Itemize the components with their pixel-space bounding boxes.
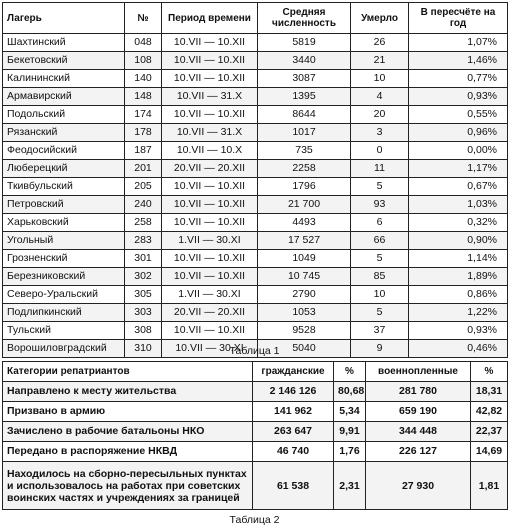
pows-cell: 27 930 — [366, 462, 471, 510]
camp-number-cell: 301 — [125, 250, 162, 268]
table-row — [3, 250, 508, 268]
died-cell: 66 — [351, 232, 409, 250]
camp-name-cell: Люберецкий — [3, 160, 125, 178]
per-year-cell: 0,00% — [409, 142, 508, 160]
pows-cell: 344 448 — [366, 422, 471, 442]
avg-count-cell: 5819 — [258, 34, 351, 52]
period-cell: 20.VII — 20.XII — [162, 160, 258, 178]
period-cell: 10.VII — 10.XII — [162, 52, 258, 70]
died-cell: 11 — [351, 160, 409, 178]
table-row — [3, 88, 508, 106]
avg-count-cell: 735 — [258, 142, 351, 160]
died-cell: 4 — [351, 88, 409, 106]
table1-caption: Таблица 1 — [229, 345, 280, 357]
avg-count-cell: 9528 — [258, 322, 351, 340]
pows-cell: 659 190 — [366, 402, 471, 422]
camp-name-cell: Бекетовский — [3, 52, 125, 70]
avg-count-cell: 10 745 — [258, 268, 351, 286]
died-cell: 21 — [351, 52, 409, 70]
died-cell: 85 — [351, 268, 409, 286]
avg-count-cell: 17 527 — [258, 232, 351, 250]
period-cell: 1.VII — 30.XI — [162, 232, 258, 250]
period-cell: 10.VII — 10.XII — [162, 250, 258, 268]
camp-name-cell: Северо-Уральский — [3, 286, 125, 304]
camp-name-cell: Калининский — [3, 70, 125, 88]
camp-number-cell: 108 — [125, 52, 162, 70]
avg-count-cell: 5040 — [258, 340, 351, 358]
camp-name-cell: Березниковский — [3, 268, 125, 286]
died-cell: 5 — [351, 304, 409, 322]
per-year-cell: 0,93% — [409, 322, 508, 340]
civilians-cell: 2 146 126 — [253, 382, 334, 402]
camp-number-cell: 201 — [125, 160, 162, 178]
civilians-percent-cell: 2,31 — [334, 462, 366, 510]
avg-count-cell: 8644 — [258, 106, 351, 124]
per-year-cell: 1,07% — [409, 34, 508, 52]
camp-name-cell: Тульский — [3, 322, 125, 340]
died-cell: 5 — [351, 250, 409, 268]
period-cell: 10.VII — 30.XI — [162, 340, 258, 358]
table-row — [3, 232, 508, 250]
table-row — [3, 106, 508, 124]
camp-number-cell: 048 — [125, 34, 162, 52]
avg-count-cell: 1049 — [258, 250, 351, 268]
period-cell: 10.VII — 10.XII — [162, 178, 258, 196]
camp-name-cell: Грозненский — [3, 250, 125, 268]
avg-count-cell: 3087 — [258, 70, 351, 88]
table2-caption: Таблица 2 — [229, 514, 280, 526]
category-cell: Зачислено в рабочие батальоны НКО — [3, 422, 253, 442]
died-cell: 3 — [351, 124, 409, 142]
died-cell: 20 — [351, 106, 409, 124]
pows-cell: 226 127 — [366, 442, 471, 462]
civilians-cell: 46 740 — [253, 442, 334, 462]
table-row — [3, 196, 508, 214]
died-cell: 10 — [351, 70, 409, 88]
pows-percent-cell: 1,81 — [471, 462, 508, 510]
camp-number-cell: 303 — [125, 304, 162, 322]
table-row — [3, 124, 508, 142]
per-year-cell: 1,46% — [409, 52, 508, 70]
died-cell: 9 — [351, 340, 409, 358]
per-year-cell: 0,90% — [409, 232, 508, 250]
per-year-cell: 1,14% — [409, 250, 508, 268]
table-row — [3, 422, 508, 442]
pows-percent-cell: 18,31 — [471, 382, 508, 402]
per-year-cell: 0,96% — [409, 124, 508, 142]
civilians-percent-cell: 9,91 — [334, 422, 366, 442]
avg-count-cell: 1796 — [258, 178, 351, 196]
avg-count-cell: 1017 — [258, 124, 351, 142]
table-row — [3, 382, 508, 402]
civilians-percent-cell: 1,76 — [334, 442, 366, 462]
header-avg-count: Средняя численность — [258, 3, 351, 34]
camp-name-cell: Феодосийский — [3, 142, 125, 160]
table-row — [3, 322, 508, 340]
civilians-cell: 61 538 — [253, 462, 334, 510]
table-row — [3, 70, 508, 88]
period-cell: 20.VII — 20.XII — [162, 304, 258, 322]
civilians-cell: 141 962 — [253, 402, 334, 422]
period-cell: 10.VII — 10.XII — [162, 34, 258, 52]
table-row — [3, 402, 508, 422]
avg-count-cell: 1395 — [258, 88, 351, 106]
period-cell: 1.VII — 30.XI — [162, 286, 258, 304]
camp-number-cell: 310 — [125, 340, 162, 358]
civilians-percent-cell: 5,34 — [334, 402, 366, 422]
header-pows: военнопленные — [366, 362, 471, 382]
camp-name-cell: Рязанский — [3, 124, 125, 142]
header-category: Категории репатриантов — [3, 362, 253, 382]
category-cell: Призвано в армию — [3, 402, 253, 422]
avg-count-cell: 1053 — [258, 304, 351, 322]
camp-name-cell: Армавирский — [3, 88, 125, 106]
camp-number-cell: 174 — [125, 106, 162, 124]
per-year-cell: 0,93% — [409, 88, 508, 106]
civilians-cell: 263 647 — [253, 422, 334, 442]
table-row — [3, 462, 508, 510]
table-row — [3, 178, 508, 196]
per-year-cell: 1,22% — [409, 304, 508, 322]
period-cell: 10.VII — 10.XII — [162, 196, 258, 214]
camp-name-cell: Ткивбульский — [3, 178, 125, 196]
per-year-cell: 0,32% — [409, 214, 508, 232]
period-cell: 10.VII — 10.XII — [162, 214, 258, 232]
header-number: № — [125, 3, 162, 34]
died-cell: 37 — [351, 322, 409, 340]
camp-number-cell: 305 — [125, 286, 162, 304]
camp-name-cell: Подольский — [3, 106, 125, 124]
header-period: Период времени — [162, 3, 258, 34]
camp-number-cell: 283 — [125, 232, 162, 250]
per-year-cell: 1,03% — [409, 196, 508, 214]
table-row — [3, 304, 508, 322]
per-year-cell: 0,77% — [409, 70, 508, 88]
avg-count-cell: 3440 — [258, 52, 351, 70]
header-per-year: В пересчёте на год — [409, 3, 508, 34]
died-cell: 93 — [351, 196, 409, 214]
per-year-cell: 0,55% — [409, 106, 508, 124]
per-year-cell: 0,86% — [409, 286, 508, 304]
header-camp: Лагерь — [3, 3, 125, 34]
avg-count-cell: 4493 — [258, 214, 351, 232]
table-row — [3, 142, 508, 160]
died-cell: 0 — [351, 142, 409, 160]
pows-percent-cell: 22,37 — [471, 422, 508, 442]
avg-count-cell: 21 700 — [258, 196, 351, 214]
camp-number-cell: 205 — [125, 178, 162, 196]
camp-number-cell: 140 — [125, 70, 162, 88]
camp-name-cell: Угольный — [3, 232, 125, 250]
period-cell: 10.VII — 10.XII — [162, 268, 258, 286]
pows-percent-cell: 14,69 — [471, 442, 508, 462]
avg-count-cell: 2790 — [258, 286, 351, 304]
table-row — [3, 52, 508, 70]
category-cell: Находилось на сборно-пересыльных пунктах и использовалось на работах при советских воинских частях и учреждениях за границей — [3, 462, 253, 510]
died-cell: 6 — [351, 214, 409, 232]
camp-name-cell: Петровский — [3, 196, 125, 214]
period-cell: 10.VII — 31.X — [162, 124, 258, 142]
camp-number-cell: 148 — [125, 88, 162, 106]
header-pows-percent: % — [471, 362, 508, 382]
period-cell: 10.VII — 10.XII — [162, 106, 258, 124]
per-year-cell: 0,67% — [409, 178, 508, 196]
header-died: Умерло — [351, 3, 409, 34]
camp-number-cell: 308 — [125, 322, 162, 340]
died-cell: 5 — [351, 178, 409, 196]
table-row — [3, 442, 508, 462]
camp-number-cell: 178 — [125, 124, 162, 142]
pows-cell: 281 780 — [366, 382, 471, 402]
per-year-cell: 1,17% — [409, 160, 508, 178]
died-cell: 10 — [351, 286, 409, 304]
period-cell: 10.VII — 10.XII — [162, 322, 258, 340]
camp-number-cell: 258 — [125, 214, 162, 232]
camps-table — [2, 2, 508, 358]
header-civilians-percent: % — [334, 362, 366, 382]
table-row — [3, 268, 508, 286]
repatriates-table-header — [3, 362, 508, 382]
category-cell: Передано в распоряжение НКВД — [3, 442, 253, 462]
civilians-percent-cell: 80,68 — [334, 382, 366, 402]
period-cell: 10.VII — 10.XII — [162, 70, 258, 88]
camp-number-cell: 187 — [125, 142, 162, 160]
avg-count-cell: 2258 — [258, 160, 351, 178]
table-row — [3, 160, 508, 178]
table-row — [3, 214, 508, 232]
repatriates-table — [2, 361, 508, 510]
camp-name-cell: Ворошиловградский — [3, 340, 125, 358]
period-cell: 10.VII — 31.X — [162, 88, 258, 106]
period-cell: 10.VII — 10.X — [162, 142, 258, 160]
died-cell: 26 — [351, 34, 409, 52]
per-year-cell: 1,89% — [409, 268, 508, 286]
camp-name-cell: Подлипкинский — [3, 304, 125, 322]
camps-table-header — [3, 3, 508, 34]
category-cell: Направлено к месту жительства — [3, 382, 253, 402]
camp-number-cell: 302 — [125, 268, 162, 286]
table-row — [3, 34, 508, 52]
table-row — [3, 286, 508, 304]
camp-name-cell: Харьковский — [3, 214, 125, 232]
pows-percent-cell: 42,82 — [471, 402, 508, 422]
per-year-cell: 0,46% — [409, 340, 508, 358]
camp-number-cell: 240 — [125, 196, 162, 214]
header-civilians: гражданские — [253, 362, 334, 382]
camp-name-cell: Шахтинский — [3, 34, 125, 52]
